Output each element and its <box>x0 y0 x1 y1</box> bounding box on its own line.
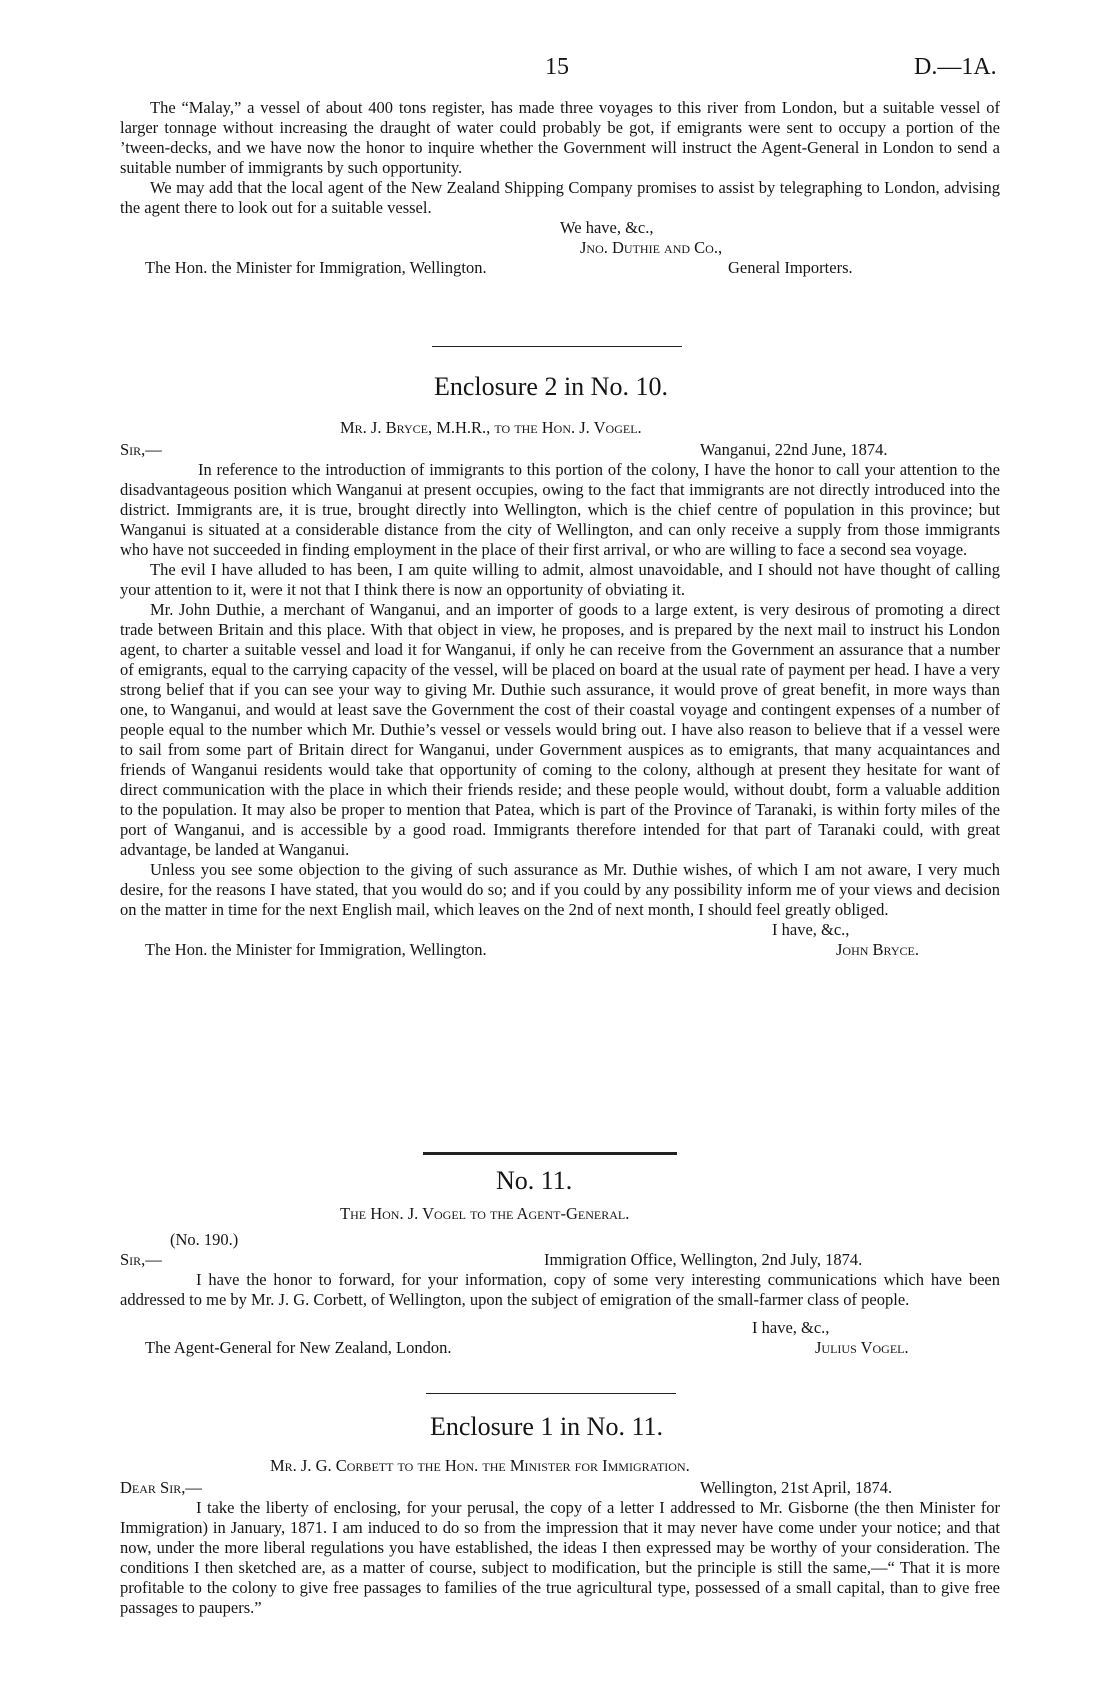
closing-line <box>120 218 1000 238</box>
letter-subheading: The Hon. J. Vogel to the Agent-General. <box>340 1204 630 1223</box>
closing-line <box>120 920 1000 940</box>
letter-corbett <box>120 1478 1000 1618</box>
paragraph: In reference to the introduction of immigrants to this portion of the colony, I have the honor to call your attention to the disadvantageous position which Wanganui at present occupies, owing to the fact that immigrants are not directly introduced into the district. Immigrants are, it is true, brought directly into Wellington, which is the chief centre of population in this province; but Wanganui is situated at a considerable distance from the city of Wellington, and can only receive a supply from those immigrants who have not succeeded in finding employment in the place of their first arrival, or who are willing to face a second sea voyage. <box>120 460 1000 559</box>
place-date: Wellington, 21st April, 1874. <box>700 1478 893 1497</box>
reference-number: (No. 190.) <box>170 1230 239 1249</box>
signature-line <box>120 238 1000 258</box>
closing: We have, &c., <box>560 218 654 237</box>
reference-line <box>120 1230 1000 1250</box>
section-heading: No. 11. <box>496 1166 573 1195</box>
signer-title: General Importers. <box>728 258 853 277</box>
addressee: The Hon. the Minister for Immigration, Wellington. <box>145 940 487 959</box>
paragraph: I take the liberty of enclosing, for your perusal, the copy of a letter I addressed to Mr. Gisborne (the then Minister for Immigration) in January, 1871. I am induced to do so from the impression that it may never have come under your notice; and that now, under the more liberal regulations you have established, the ideas I then expressed may be worthy of your consideration. The conditions I then sketched are, as a matter of course, subject to modification, but the principle is still the same,—“ That it is more profitable to the colony to give free passages to families of the true agricultural type, possessed of a small capital, than to give free passages to paupers.” <box>120 1498 1000 1617</box>
closing: I have, &c., <box>772 920 850 939</box>
paragraph: The “Malay,” a vessel of about 400 tons register, has made three voyages to this river from London, but a suitable vessel of larger tonnage without increasing the draught of water could probably be got, if emigrants were sent to occupy a portion of the ’tween-decks, and we have now the honor to inquire whether the Government will instruct the Agent-General in London to send a suitable number of immigrants by such opportunity. <box>120 98 1000 177</box>
page-number: 15 <box>545 54 569 80</box>
signature: Julius Vogel. <box>815 1338 909 1357</box>
salutation: Dear Sir,— <box>120 1478 202 1497</box>
signature: Jno. Duthie and Co., <box>580 238 723 257</box>
enclosure-heading: Enclosure 2 in No. 10. <box>434 372 668 401</box>
closing-line <box>120 1318 1000 1338</box>
section-divider <box>426 1393 676 1394</box>
paragraph: Mr. John Duthie, a merchant of Wanganui, and an importer of goods to a large extent, is very desirous of promoting a direct trade between Britain and this place. With that object in view, he proposes, and is prepared by the next mail to instruct his London agent, to charter a suitable vessel and load it for Wanganui, if only he can receive from the Government an assurance that a number of emigrants, equal to the carrying capacity of the vessel, will be placed on board at the usual rate of payment per head. I have a very strong belief that if you can see your way to giving Mr. Duthie such assurance, it would prove of great benefit, in more ways than one, to Wanganui, and would at least save the Government the cost of their coastal voyage and contingent expenses of a number of people equal to the number which Mr. Duthie’s vessel or vessels would bring out. I have also reason to believe that if a vessel were to sail from some part of Britain direct for Wanganui, under Government auspices as to emigrants, that many acquaintances and friends of Wanganui residents would take that opportunity of coming to the colony, although at present they hesitate for want of direct communication with the place in which their friends reside; and these people would, without doubt, form a valuable addition to the population. It may also be proper to mention that Patea, which is part of the Province of Taranaki, is within forty miles of the port of Wanganui, and is accessible by a good road. Immigrants therefore intended for that part of Taranaki could, with great advantage, be landed at Wanganui. <box>120 600 1000 859</box>
addressee-line <box>120 1338 1000 1358</box>
salutation-line <box>120 1250 1000 1270</box>
addressee: The Agent-General for New Zealand, London. <box>145 1338 452 1357</box>
paragraph: We may add that the local agent of the New Zealand Shipping Company promises to assist by telegraphing to London, advising the agent there to look out for a suitable vessel. <box>120 178 1000 217</box>
letter-subheading: Mr. J. Bryce, M.H.R., to the Hon. J. Vogel. <box>340 418 642 437</box>
salutation: Sir,— <box>120 440 162 459</box>
enclosure-heading: Enclosure 1 in No. 11. <box>430 1412 663 1441</box>
letter-duthie-tail <box>120 98 1000 278</box>
paragraph: The evil I have alluded to has been, I am quite willing to admit, almost unavoidable, and I should not have thought of calling your attention to it, were it not that I think there is now an opportunity of obviating it. <box>120 560 1000 599</box>
signature: John Bryce. <box>836 940 920 959</box>
place-date: Wanganui, 22nd June, 1874. <box>700 440 888 459</box>
letter-vogel <box>120 1230 1000 1358</box>
salutation-line <box>120 440 1000 460</box>
salutation-line <box>120 1478 1000 1498</box>
section-divider <box>423 1152 677 1155</box>
paragraph: I have the honor to forward, for your information, copy of some very interesting communications which have been addressed to me by Mr. J. G. Corbett, of Wellington, upon the subject of emigration of the small-farmer class of people. <box>120 1270 1000 1309</box>
letter-subheading: Mr. J. G. Corbett to the Hon. the Minister for Immigration. <box>270 1456 690 1475</box>
addressee-line <box>120 258 1000 278</box>
addressee-line <box>120 940 1000 960</box>
salutation: Sir,— <box>120 1250 162 1269</box>
closing: I have, &c., <box>752 1318 830 1337</box>
letter-bryce <box>120 440 1000 960</box>
place-date: Immigration Office, Wellington, 2nd July, 1874. <box>544 1250 863 1269</box>
paragraph: Unless you see some objection to the giving of such assurance as Mr. Duthie wishes, of which I am not aware, I very much desire, for the reasons I have stated, that you would do so; and if you could by any possibility inform me of your views and decision on the matter in time for the next English mail, which leaves on the 2nd of next month, I should feel greatly obliged. <box>120 860 1000 919</box>
document-reference: D.—1A. <box>914 54 997 80</box>
section-divider <box>432 346 682 347</box>
addressee: The Hon. the Minister for Immigration, Wellington. <box>145 258 487 277</box>
